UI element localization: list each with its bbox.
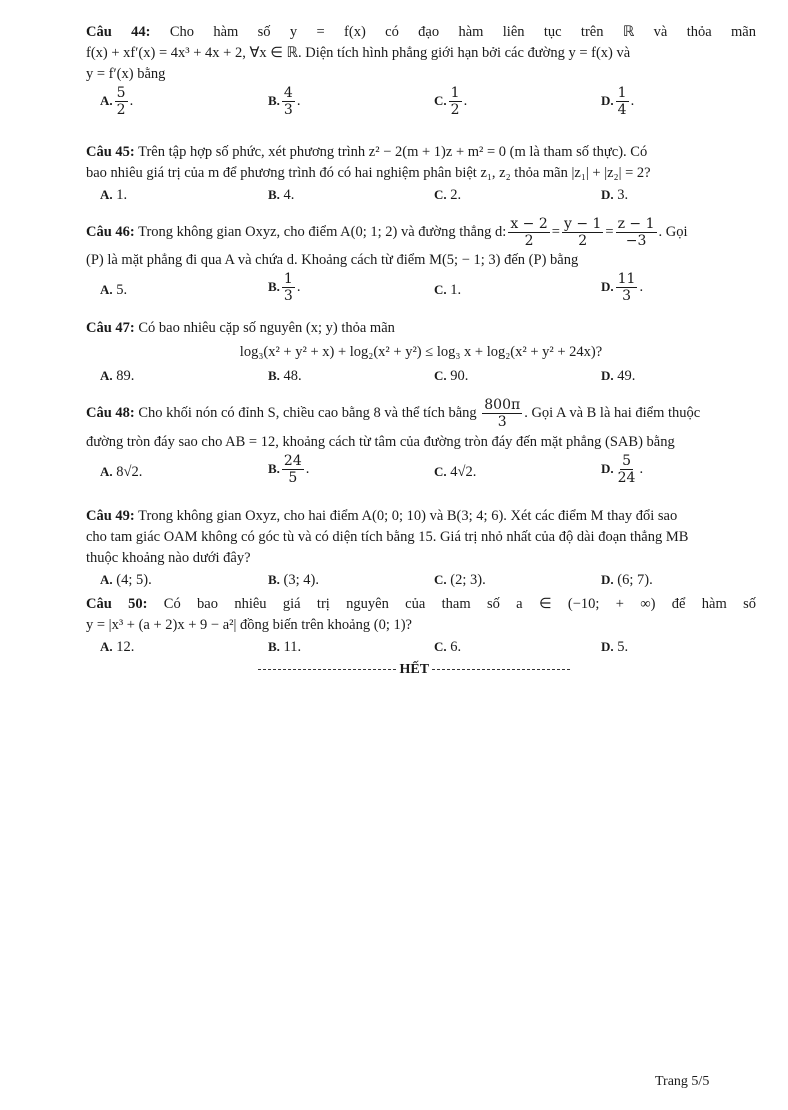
q50-line1: Câu 50: Có bao nhiêu giá trị nguyên của tham số a ∈ (−10; + ∞) để hàm số bbox=[86, 596, 756, 612]
q47-option-c[interactable]: C. 90. bbox=[434, 368, 469, 384]
q50-line2: y = |x³ + (a + 2)x + 9 − a²| đồng biến trên khoảng (0; 1)? bbox=[86, 617, 412, 633]
q44-option-c[interactable]: C. $\frac{1}{2}$ . bbox=[434, 85, 468, 118]
q44-option-b[interactable]: B. $\frac{4}{3}$ . bbox=[268, 85, 301, 118]
q45-option-d[interactable]: D. 3. bbox=[601, 187, 629, 203]
question-46 bbox=[86, 214, 756, 311]
q46-line2: (P) là mặt phẳng đi qua A và chứa d. Khoảng cách từ điểm M(5; − 1; 3) đến (P) bằng bbox=[86, 252, 579, 268]
end-dash-right bbox=[432, 669, 570, 670]
q46-option-a[interactable]: A. 5. bbox=[100, 282, 128, 298]
q44-line3: y = f′(x) bằng bbox=[86, 66, 166, 82]
q44-option-d[interactable]: D. $\frac{1}{4}$ . bbox=[601, 85, 635, 118]
q50-label: Câu 50: bbox=[86, 596, 148, 612]
q50-options bbox=[86, 636, 756, 662]
q49-line1: Câu 49: Trong không gian Oxyz, cho hai điểm A(0; 0; 10) và B(3; 4; 6). Xét các điểm M thay đổi sao bbox=[86, 508, 678, 524]
question-47 bbox=[86, 318, 756, 391]
q49-label: Câu 49: bbox=[86, 508, 135, 524]
q49-line2: cho tam giác OAM không có góc tù và có diện tích bằng 15. Giá trị nhỏ nhất của độ dài đoạn thẳng MB bbox=[86, 529, 689, 545]
q49-options bbox=[86, 569, 756, 595]
q46-option-b[interactable]: B. $\frac{1}{3}$ . bbox=[268, 271, 301, 304]
q44-option-a[interactable]: A. $\frac{5}{2}$ . bbox=[100, 85, 134, 118]
end-text: HẾT bbox=[399, 662, 429, 677]
q46-line1: Câu 46: Trong không gian Oxyz, cho điểm A(0; 1; 2) và đường thẳng d: $\frac{x - 2}{2}$ = $\frac{y - 1}{2}$ = $\frac{z - 1}{-3}$ . Gọi bbox=[86, 216, 688, 250]
question-49 bbox=[86, 506, 756, 595]
q46-option-d[interactable]: D. $\frac{11}{3}$ . bbox=[601, 271, 644, 304]
q47-option-a[interactable]: A. 89. bbox=[100, 368, 135, 384]
q45-line2: bao nhiêu giá trị của m để phương trình đó có hai nghiệm phân biệt z₁, z₂ thỏa mãn |z₁| + |z₂| = 2? bbox=[86, 165, 651, 181]
q45-line1: Câu 45: Trên tập hợp số phức, xét phương trình z² − 2(m + 1)z + m² = 0 (m là tham số thực). Có bbox=[86, 144, 648, 160]
q50-option-c[interactable]: C. 6. bbox=[434, 639, 462, 655]
question-44 bbox=[86, 22, 756, 125]
q47-label: Câu 47: bbox=[86, 320, 135, 336]
q49-option-b[interactable]: B. (3; 4). bbox=[268, 572, 319, 588]
question-50 bbox=[86, 594, 756, 662]
q48-line1: Câu 48: Cho khối nón có đỉnh S, chiều cao bằng 8 và thể tích bằng $\frac{800\pi}{3}$ . Gọi A và B là hai điểm thuộc bbox=[86, 397, 701, 431]
question-45 bbox=[86, 142, 756, 210]
q48-option-a[interactable]: A. 8√2. bbox=[100, 464, 143, 480]
q47-line1: Câu 47: Có bao nhiêu cặp số nguyên (x; y) thỏa mãn bbox=[86, 320, 395, 336]
q49-option-d[interactable]: D. (6; 7). bbox=[601, 572, 653, 588]
q44-line1: Câu 44: Cho hàm số y = f(x) có đạo hàm liên tục trên ℝ và thỏa mãn bbox=[86, 24, 756, 40]
q47-formula: log₃(x² + y² + x) + log₂(x² + y²) ≤ log₃ x + log₂(x² + y² + 24x)? bbox=[239, 344, 603, 360]
q47-option-b[interactable]: B. 48. bbox=[268, 368, 302, 384]
q50-option-a[interactable]: A. 12. bbox=[100, 639, 135, 655]
q46-options bbox=[86, 271, 756, 311]
q45-option-a[interactable]: A. 1. bbox=[100, 187, 128, 203]
q49-option-c[interactable]: C. (2; 3). bbox=[434, 572, 486, 588]
q45-options bbox=[86, 184, 756, 210]
q48-option-b[interactable]: B. $\frac{24}{5}$ . bbox=[268, 453, 310, 486]
q44-label: Câu 44: bbox=[86, 24, 151, 40]
q48-option-d[interactable]: D. $\frac{5}{24}$ . bbox=[601, 453, 644, 486]
q44-line2: f(x) + xf′(x) = 4x³ + 4x + 2, ∀x ∈ ℝ. Diện tích hình phẳng giới hạn bởi các đường y = f(x) và bbox=[86, 45, 631, 61]
q47-options bbox=[86, 365, 756, 391]
q47-option-d[interactable]: D. 49. bbox=[601, 368, 636, 384]
q48-option-c[interactable]: C. 4√2. bbox=[434, 464, 477, 480]
q50-option-b[interactable]: B. 11. bbox=[268, 639, 302, 655]
q45-label: Câu 45: bbox=[86, 144, 135, 160]
q49-option-a[interactable]: A. (4; 5). bbox=[100, 572, 152, 588]
q46-label: Câu 46: bbox=[86, 224, 135, 240]
q49-line3: thuộc khoảng nào dưới đây? bbox=[86, 550, 251, 566]
q50-option-d[interactable]: D. 5. bbox=[601, 639, 629, 655]
end-dash-left bbox=[258, 669, 396, 670]
end-marker bbox=[258, 662, 568, 678]
q48-line2: đường tròn đáy sao cho AB = 12, khoảng cách từ tâm của đường tròn đáy đến mặt phẳng (SAB) bằng bbox=[86, 434, 675, 450]
q46-option-c[interactable]: C. 1. bbox=[434, 282, 462, 298]
q44-options bbox=[86, 85, 756, 125]
q45-option-c[interactable]: C. 2. bbox=[434, 187, 462, 203]
page-number: Trang 5/5 bbox=[655, 1074, 710, 1089]
q45-option-b[interactable]: B. 4. bbox=[268, 187, 295, 203]
q48-options bbox=[86, 453, 756, 493]
question-48 bbox=[86, 394, 756, 493]
q48-label: Câu 48: bbox=[86, 405, 135, 421]
